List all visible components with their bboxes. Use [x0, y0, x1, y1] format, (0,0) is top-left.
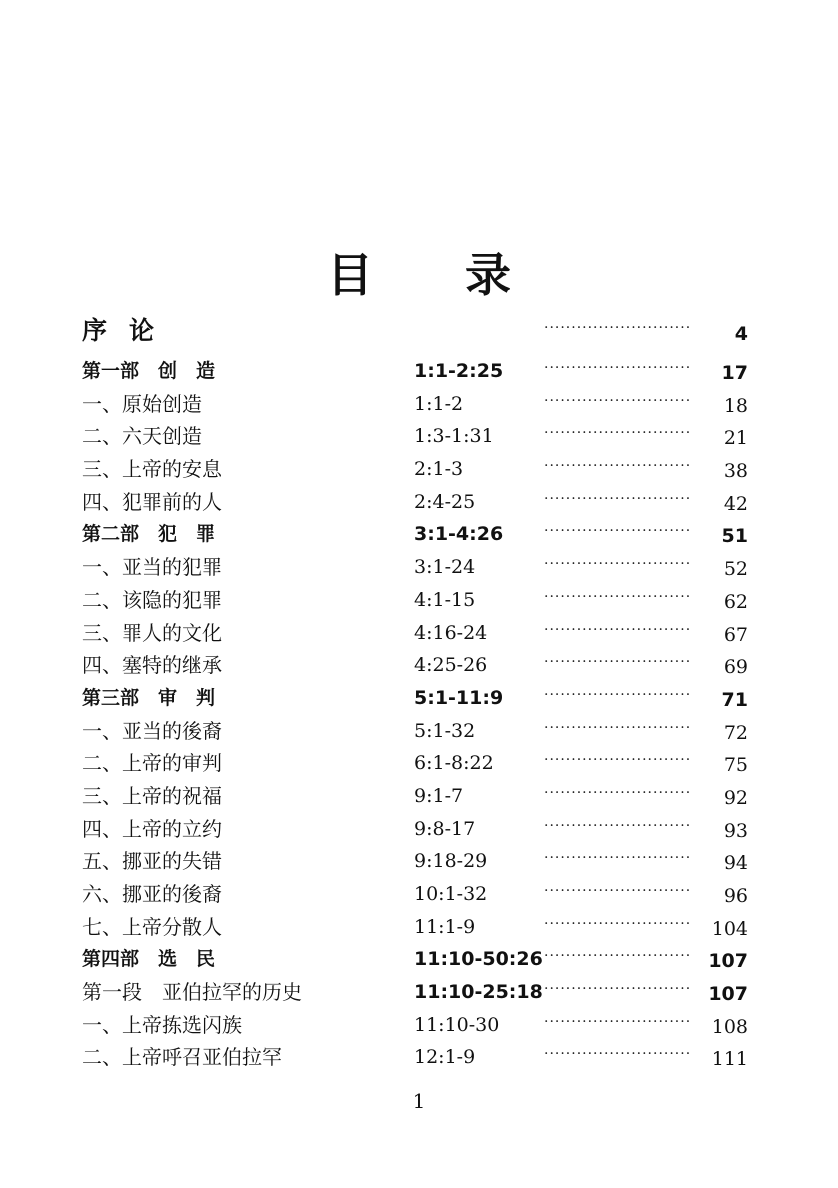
toc-entry-range: 5:1-11:9 [414, 686, 504, 709]
toc-entry-page: 107 [708, 950, 748, 973]
toc-entry-range: 9:8-17 [414, 817, 476, 840]
toc-entry [82, 976, 750, 1009]
toc-leader-dots: ··························· [544, 425, 692, 442]
toc-leader-dots: ··························· [544, 490, 692, 507]
toc-leader-dots: ··························· [544, 1013, 692, 1030]
toc-leader-dots: ··························· [544, 392, 692, 409]
toc-entry-title: 序论 [82, 316, 177, 345]
toc-entry-page: 104 [711, 917, 748, 940]
toc-entry-page: 42 [723, 492, 748, 515]
toc-entry [82, 682, 750, 715]
toc-entry-range: 4:1-15 [414, 588, 476, 611]
toc-entry [82, 911, 750, 944]
toc-entry-page: 111 [711, 1048, 748, 1071]
toc-entry-page: 4 [734, 323, 748, 345]
toc-entry-range: 5:1-32 [414, 719, 476, 742]
toc-leader-dots: ··························· [544, 686, 692, 703]
toc-entry-title: 三、罪人的文化 [82, 620, 222, 645]
toc-entry-page: 62 [723, 590, 748, 613]
toc-entry-title: 第一段 亚伯拉罕的历史 [82, 980, 302, 1005]
toc-leader-dots: ··························· [544, 320, 692, 336]
toc-entry-title: 三、上帝的祝福 [82, 783, 222, 808]
toc-entry [82, 1041, 750, 1074]
toc-entry-title: 第三部 审 判 [82, 686, 216, 709]
toc-entry [82, 845, 750, 878]
toc-entry-page: 67 [723, 623, 748, 646]
toc-entry [82, 617, 750, 650]
toc-entry-title: 一、亚当的後裔 [82, 718, 222, 743]
toc-entry-range: 11:1-9 [414, 915, 476, 938]
toc-entry [82, 313, 750, 355]
toc-entry-range: 1:1-2:25 [414, 360, 504, 382]
toc-entry [82, 747, 750, 780]
toc-entry [82, 943, 750, 976]
toc-entry [82, 518, 750, 551]
toc-entry-title: 一、原始创造 [82, 391, 202, 416]
toc-leader-dots: ··························· [544, 654, 692, 671]
toc-entry-range: 9:1-7 [414, 784, 464, 807]
toc-entry-range: 2:1-3 [414, 458, 464, 481]
toc-entry-title: 三、上帝的安息 [82, 457, 222, 482]
toc-leader-dots: ··························· [544, 948, 692, 965]
toc-leader-dots: ··························· [544, 719, 692, 736]
toc-entry-range: 2:4-25 [414, 490, 476, 513]
title-char-1: 目 [327, 248, 373, 302]
toc-entry [82, 388, 750, 421]
toc-leader-dots: ··························· [544, 458, 692, 475]
toc-entry-title: 四、塞特的继承 [82, 653, 222, 678]
toc-entry-range: 4:16-24 [414, 621, 488, 644]
toc-entry-range: 4:25-26 [414, 654, 488, 677]
toc-entry-page: 21 [723, 427, 748, 450]
toc-entry [82, 486, 750, 519]
toc-entry-title: 第二部 犯 罪 [82, 523, 216, 546]
toc-entry-range: 1:1-2 [414, 392, 464, 415]
toc-entry-title: 五、挪亚的失错 [82, 849, 222, 874]
toc-leader-dots: ··························· [544, 784, 692, 801]
toc-entry-title: 一、上帝拣选闪族 [82, 1012, 242, 1037]
toc-entry-range: 11:10-30 [414, 1013, 500, 1036]
toc-entry [82, 780, 750, 813]
toc-entry-page: 69 [723, 656, 748, 679]
table-of-contents [82, 313, 750, 1074]
toc-leader-dots: ··························· [544, 621, 692, 638]
toc-entry [82, 453, 750, 486]
toc-entry-page: 38 [723, 460, 748, 483]
toc-leader-dots: ··························· [544, 523, 692, 540]
toc-entry-title: 一、亚当的犯罪 [82, 555, 222, 580]
toc-entry-page: 92 [723, 786, 748, 809]
toc-entry-title: 二、上帝的审判 [82, 751, 222, 776]
toc-entry-page: 52 [723, 558, 748, 581]
toc-entry-range: 9:18-29 [414, 850, 488, 873]
toc-entry-title: 二、上帝呼召亚伯拉罕 [82, 1045, 282, 1070]
toc-entry [82, 420, 750, 453]
toc-entry-range: 11:10-50:26 [414, 948, 543, 971]
toc-entry [82, 878, 750, 911]
toc-entry-title: 四、上帝的立约 [82, 816, 222, 841]
toc-entry [82, 551, 750, 584]
toc-entry-page: 18 [723, 394, 748, 417]
toc-entry-title: 二、该隐的犯罪 [82, 587, 222, 612]
toc-entry-page: 93 [723, 819, 748, 842]
toc-entry-title: 第一部 创 造 [82, 360, 216, 382]
toc-leader-dots: ··························· [544, 817, 692, 834]
page-number: 1 [412, 1089, 426, 1113]
toc-leader-dots: ··························· [544, 752, 692, 769]
toc-entry-title: 四、犯罪前的人 [82, 489, 222, 514]
toc-leader-dots: ··························· [544, 556, 692, 573]
toc-entry-page: 108 [711, 1015, 748, 1038]
toc-entry-page: 107 [708, 983, 748, 1006]
toc-entry [82, 715, 750, 748]
toc-entry-title: 第四部 选 民 [82, 948, 216, 971]
toc-entry [82, 649, 750, 682]
toc-entry-page: 96 [723, 885, 748, 907]
toc-leader-dots: ··························· [544, 360, 692, 376]
toc-entry-page: 94 [723, 852, 748, 875]
toc-leader-dots: ··························· [544, 981, 692, 998]
toc-entry-page: 17 [721, 362, 748, 384]
toc-entry-title: 七、上帝分散人 [82, 914, 222, 939]
toc-entry-page: 51 [721, 525, 748, 548]
page-title [0, 245, 838, 305]
toc-entry-title: 二、六天创造 [82, 424, 202, 449]
toc-leader-dots: ··························· [544, 588, 692, 605]
toc-leader-dots: ··························· [544, 883, 692, 899]
toc-entry-page: 71 [721, 688, 748, 711]
toc-entry-range: 3:1-24 [414, 556, 476, 579]
toc-entry [82, 1009, 750, 1042]
toc-entry [82, 584, 750, 617]
toc-entry-range: 12:1-9 [414, 1046, 476, 1069]
toc-leader-dots: ··························· [544, 1046, 692, 1063]
toc-entry-page: 72 [723, 721, 748, 744]
toc-entry-range: 1:3-1:31 [414, 425, 494, 448]
toc-entry-range: 6:1-8:22 [414, 752, 494, 775]
toc-entry-page: 75 [723, 754, 748, 777]
toc-entry-range: 11:10-25:18 [414, 981, 543, 1004]
toc-entry-range: 3:1-4:26 [414, 523, 504, 546]
toc-entry-range: 10:1-32 [414, 883, 488, 905]
toc-leader-dots: ··························· [544, 915, 692, 932]
toc-entry [82, 355, 750, 388]
toc-entry-title: 六、挪亚的後裔 [82, 882, 222, 906]
title-char-2: 录 [465, 248, 511, 302]
toc-leader-dots: ··························· [544, 850, 692, 867]
toc-entry [82, 813, 750, 846]
